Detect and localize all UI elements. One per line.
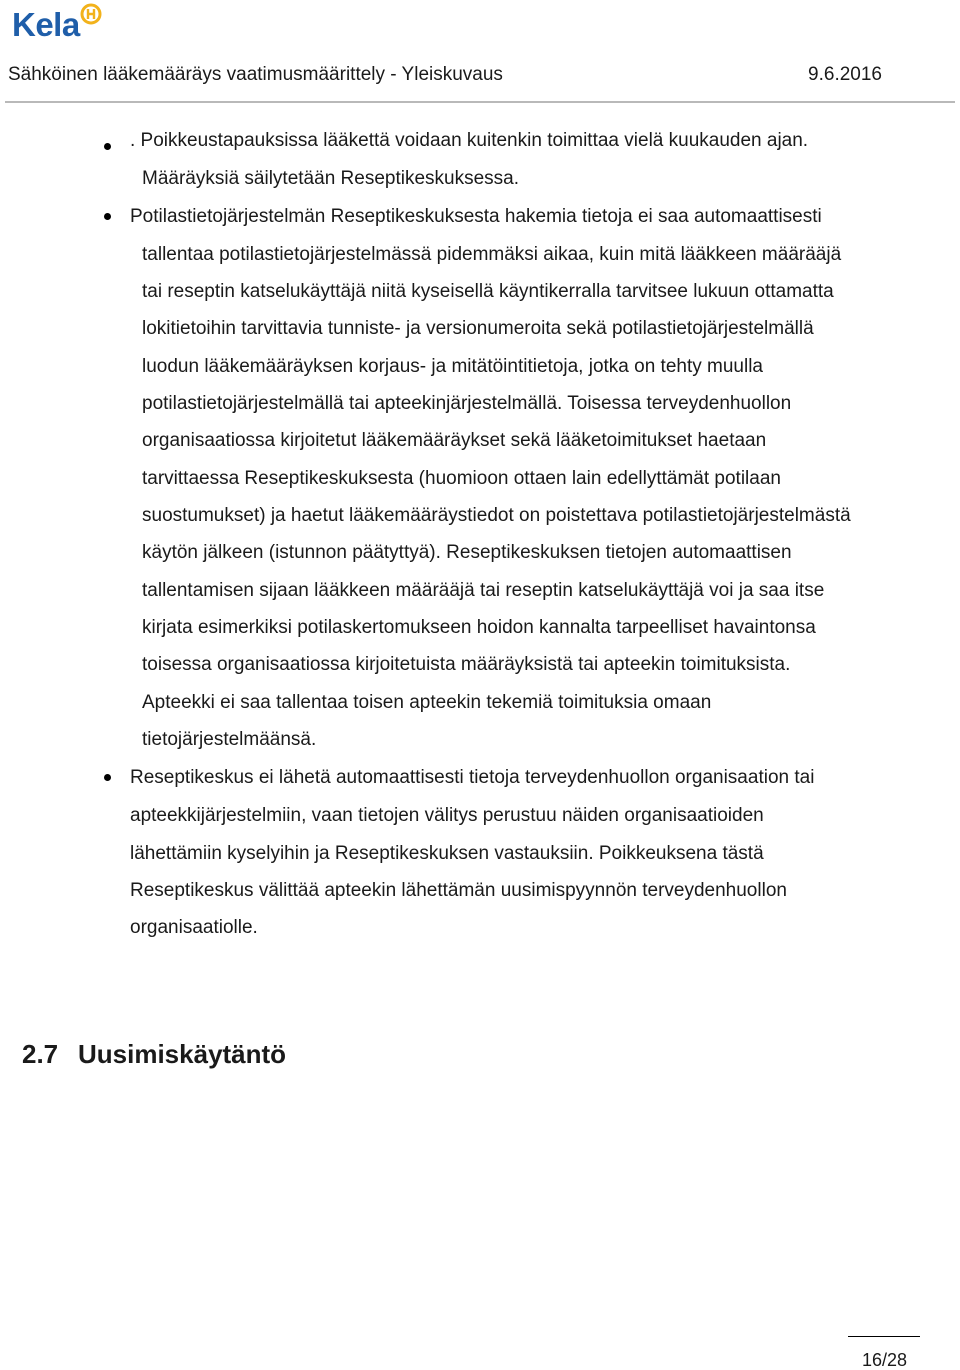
kela-mark-icon (80, 3, 102, 25)
section-number: 2.7 (22, 1039, 59, 1069)
section-heading (22, 1039, 286, 1069)
paragraph-line: Apteekki ei saa tallentaa toisen apteekin tekemiä toimituksia omaan (142, 692, 712, 713)
document-title: Sähköinen lääkemääräys vaatimusmäärittely - Yleiskuvaus (8, 64, 503, 85)
paragraph-line: kirjata esimerkiksi potilaskertomukseen hoidon kannalta tarpeelliset havaintonsa (142, 617, 816, 638)
paragraph-line: organisaatiossa kirjoitetut lääkemääräykset sekä lääketoimitukset haetaan (142, 430, 767, 451)
paragraph-line: tai reseptin katselukäyttäjä niitä kyseisellä käyntikerralla tarvitsee lukuun ottamatta (142, 281, 834, 302)
paragraph-line: tarvittaessa Reseptikeskuksesta (huomioon ottaen lain edellyttämät potilaan (142, 468, 781, 489)
paragraph-line: tallentaa potilastietojärjestelmässä pidemmäksi aikaa, kuin mitä lääkkeen määrääjä (142, 244, 842, 265)
paragraph-line: Reseptikeskus ei lähetä automaattisesti tietoja terveydenhuollon organisaation tai (130, 767, 815, 788)
paragraph-line: potilastietojärjestelmällä tai apteekinjärjestelmällä. Toisessa terveydenhuollon (142, 393, 792, 414)
page-number: 16/28 (862, 1350, 908, 1370)
section-title: Uusimiskäytäntö (78, 1039, 287, 1069)
paragraph-line: luodun lääkemääräyksen korjaus- ja mitätöintitietoja, jotka on tehty muulla (142, 356, 763, 377)
paragraph-line: Reseptikeskus välittää apteekin lähettämän uusimispyynnön terveydenhuollon (130, 880, 787, 901)
paragraph-line: Potilastietojärjestelmän Reseptikeskuksesta hakemia tietoja ei saa automaattisesti (130, 206, 822, 227)
paragraph-line: tallentamisen sijaan lääkkeen määrääjä tai reseptin katselukäyttäjä voi ja saa itse (142, 580, 825, 601)
paragraph-line: apteekkijärjestelmiin, vaan tietojen välitys perustuu näiden organisaatioiden (130, 805, 764, 826)
paragraph-line: organisaatiolle. (130, 917, 258, 938)
paragraph-line: käytön jälkeen (istunnon päätyttyä). Reseptikeskuksen tietojen automaattisen (142, 542, 792, 563)
logo-text: Kela (12, 6, 80, 43)
paragraph-line: suostumukset) ja haetut lääkemääräystiedot on poistettava potilastietojärjestelmästä (142, 505, 851, 526)
bullet-icon (104, 143, 111, 150)
paragraph-line: Määräyksiä säilytetään Reseptikeskuksessa. (142, 168, 520, 189)
bullet-icon (104, 774, 111, 781)
kela-logo (12, 3, 102, 45)
header-divider (5, 101, 955, 103)
bullet-icon (104, 213, 111, 220)
document-date: 9.6.2016 (808, 64, 882, 85)
paragraph-line: lähettämiin kyselyihin ja Reseptikeskuksen vastauksiin. Poikkeuksena tästä (130, 843, 764, 864)
paragraph-line: tietojärjestelmäänsä. (142, 729, 317, 750)
document-header (8, 63, 952, 89)
paragraph-line: lokitietoihin tarvittavia tunniste- ja versionumeroita sekä potilastietojärjestelmällä (142, 318, 814, 339)
paragraph-line: . Poikkeustapauksissa lääkettä voidaan kuitenkin toimittaa vielä kuukauden ajan. (130, 130, 809, 151)
footer-divider (848, 1336, 920, 1337)
paragraph-line: toisessa organisaatiossa kirjoitetuista määräyksistä tai apteekin toimituksista. (142, 654, 791, 675)
